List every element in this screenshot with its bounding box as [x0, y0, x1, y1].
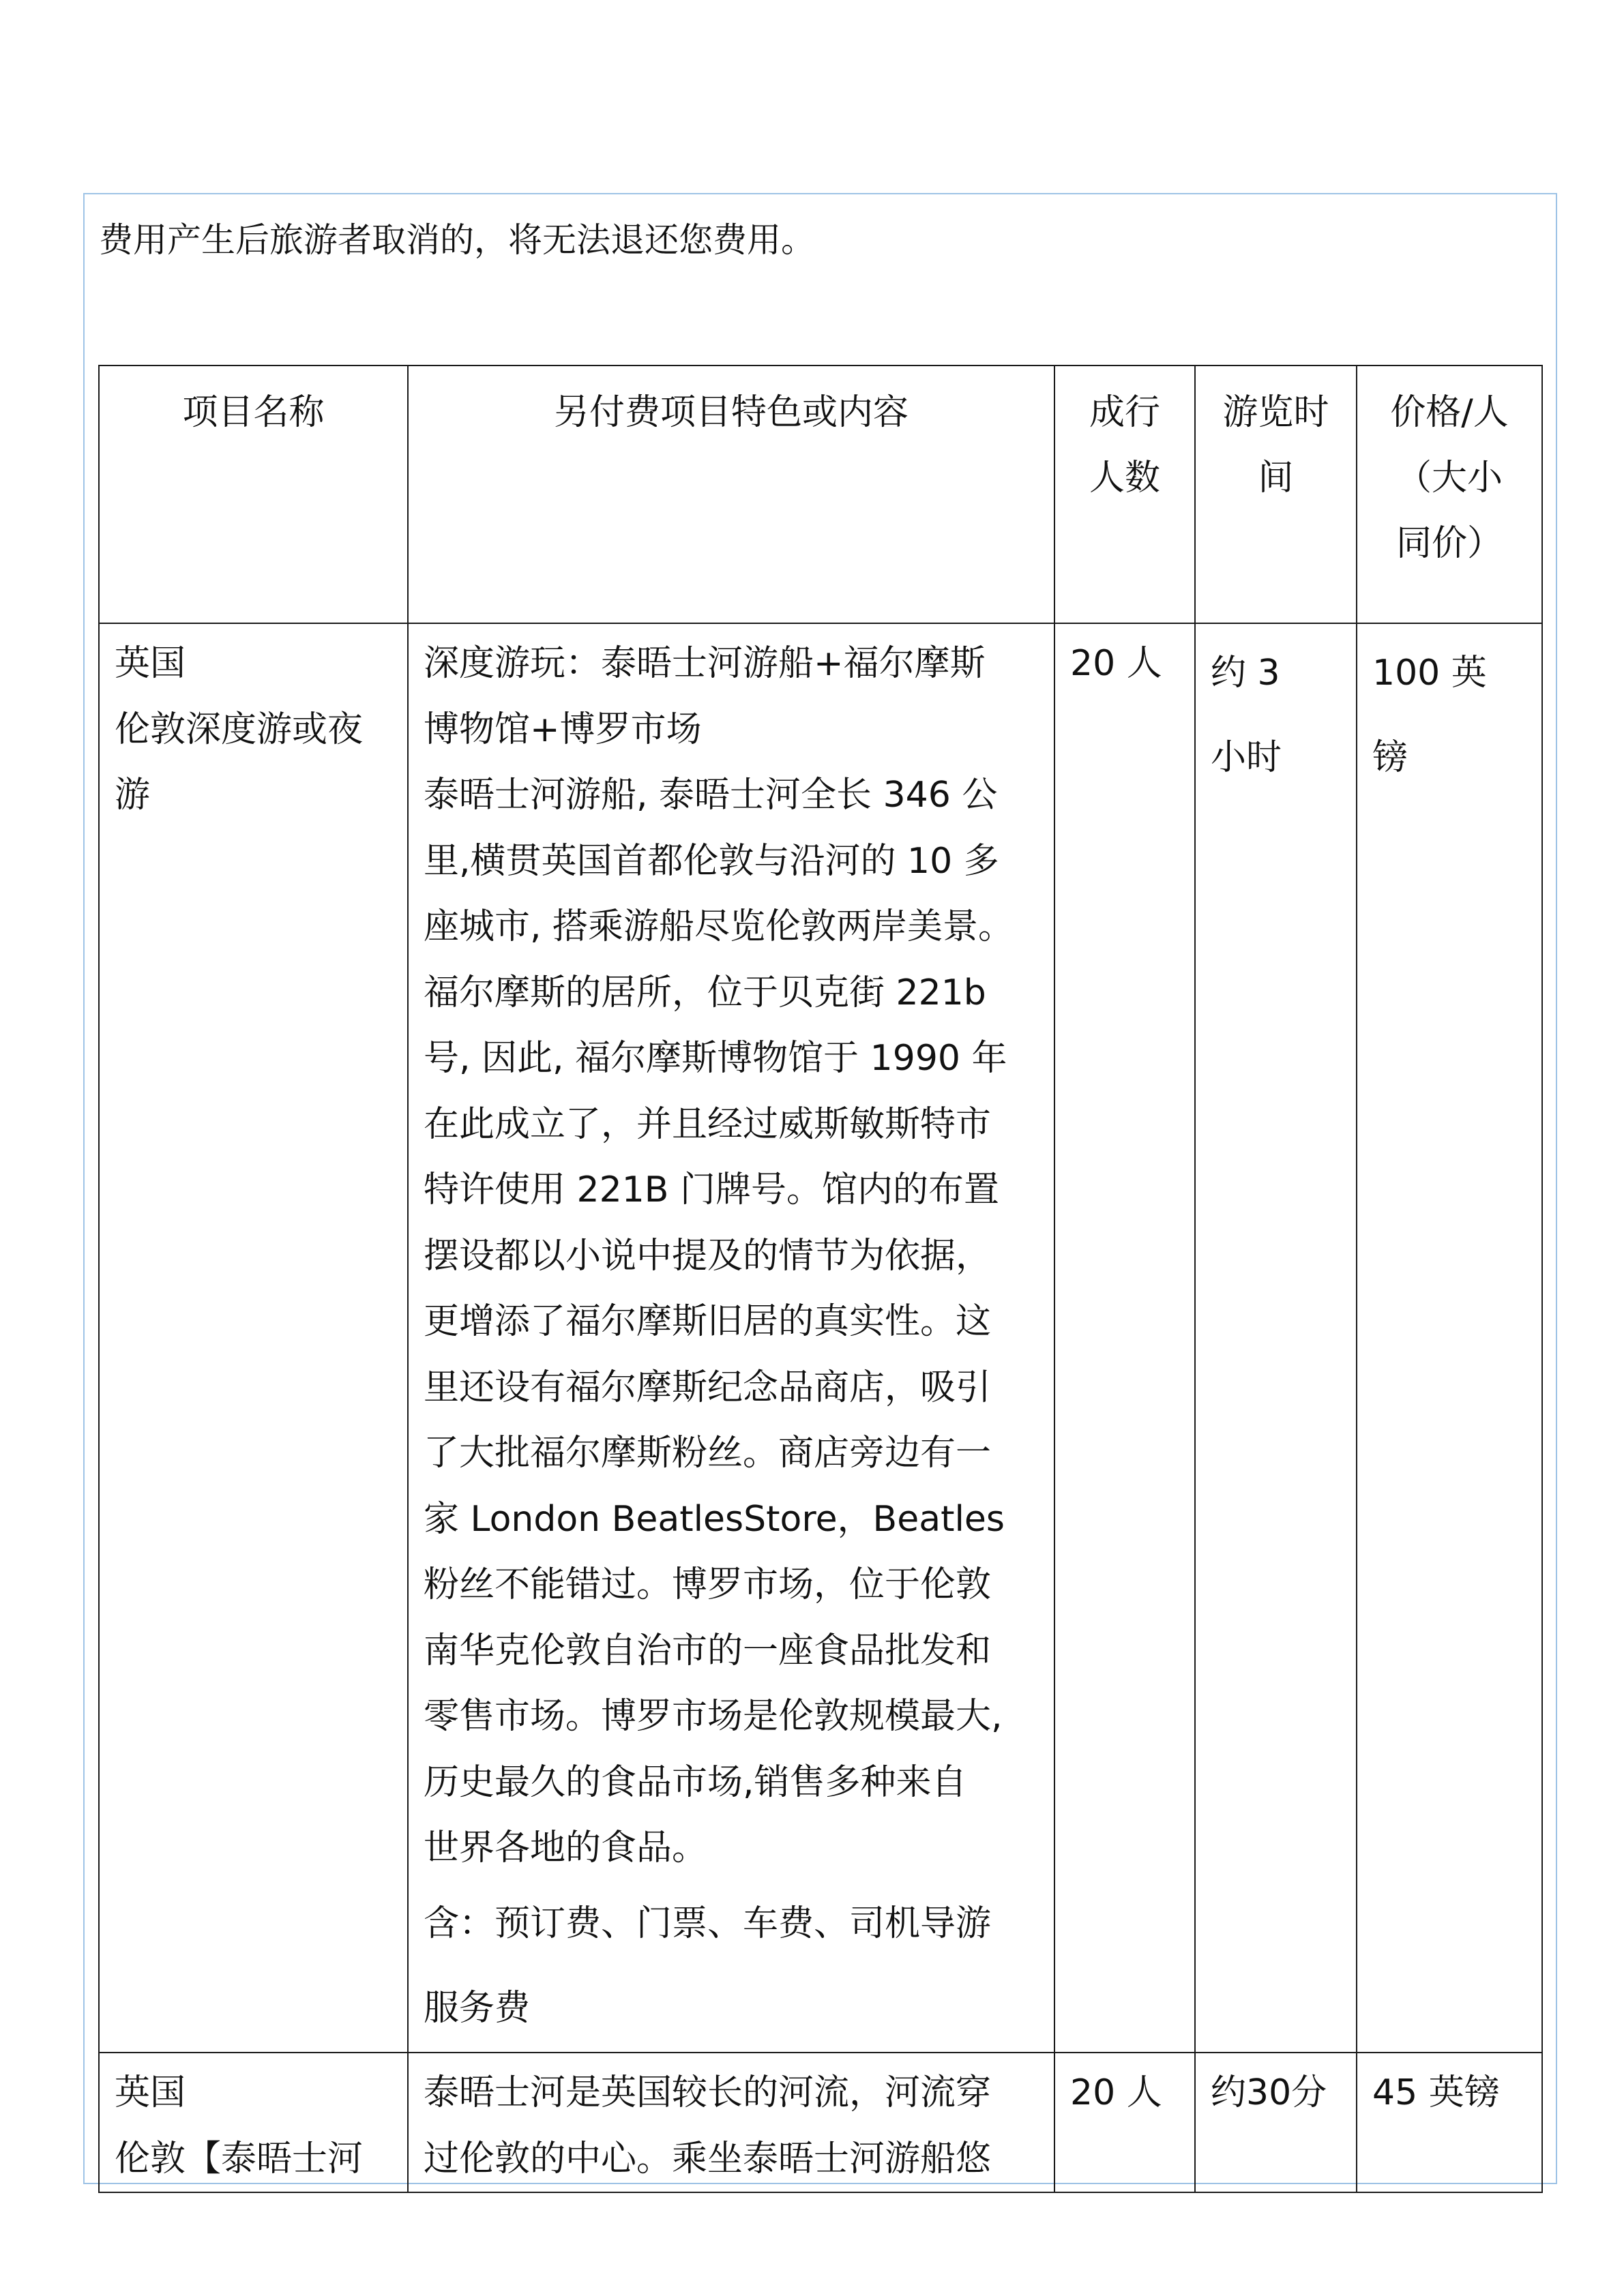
row-content-cell: 深度游玩：泰晤士河游船+福尔摩斯 博物馆+博罗市场 泰晤士河游船, 泰晤士河全长 346 公 里,横贯英国首都伦敦与沿河的 10 多 座城市, 搭乘游船尽览伦敦两岸美景。 福尔摩斯的居所，位于贝克街 221b 号, 因此, 福尔摩斯博物馆于 1990 年 在此成立了，并且经过威斯敏斯特市 特许使用 221B 门牌号。馆内的布置 摆设都以小说中提及的情节为依据， 更增添了福尔摩斯旧居的真实性。这 里还设有福尔摩斯纪念品商店，吸引 了大批福尔摩斯粉丝。商店旁边有一 家 London BeatlesStore，Beatles 粉丝不能错过。博罗市场，位于伦敦 南华克伦敦自治市的一座食品批发和 零售市场。博罗市场是伦敦规模最大, 历史最久的食品市场,销售多种来自 世界各地的食品。 含：预订费、门票、车费、司机导游 服务费: [408, 623, 1054, 2053]
intro-text: 费用产生后旅游者取消的，将无法退还您费用。: [99, 220, 815, 260]
header-people: 成行 人数: [1054, 366, 1195, 623]
header-name: 项目名称: [99, 366, 408, 623]
row-people-cell: 20 人: [1054, 623, 1195, 2053]
table-row: [99, 623, 1542, 2053]
includes-line: 含：预订费、门票、车费、司机导游: [424, 1903, 992, 1944]
row-price-cell: 45 英镑: [1357, 2053, 1542, 2192]
row-people-cell: 20 人: [1054, 2053, 1195, 2192]
header-duration: 游览时 间: [1195, 366, 1357, 623]
header-price: 价格/人 （大小 同价）: [1357, 366, 1542, 623]
row-name-cell: 英国 伦敦【泰晤士河: [99, 2053, 408, 2192]
table-header-row: [99, 366, 1542, 623]
row-price-cell: 100 英 镑: [1357, 623, 1542, 2053]
row-name-cell: 英国 伦敦深度游或夜 游: [99, 623, 408, 2053]
table-row: [99, 2053, 1542, 2192]
optional-activities-table: [98, 365, 1543, 2193]
row-duration-cell: 约30分: [1195, 2053, 1357, 2192]
row-content-cell: 泰晤士河是英国较长的河流，河流穿 过伦敦的中心。乘坐泰晤士河游船悠: [408, 2053, 1054, 2192]
header-content: 另付费项目特色或内容: [408, 366, 1054, 623]
includes-line: 服务费: [424, 1987, 531, 2029]
row-duration-cell: 约 3 小时: [1195, 623, 1357, 2053]
